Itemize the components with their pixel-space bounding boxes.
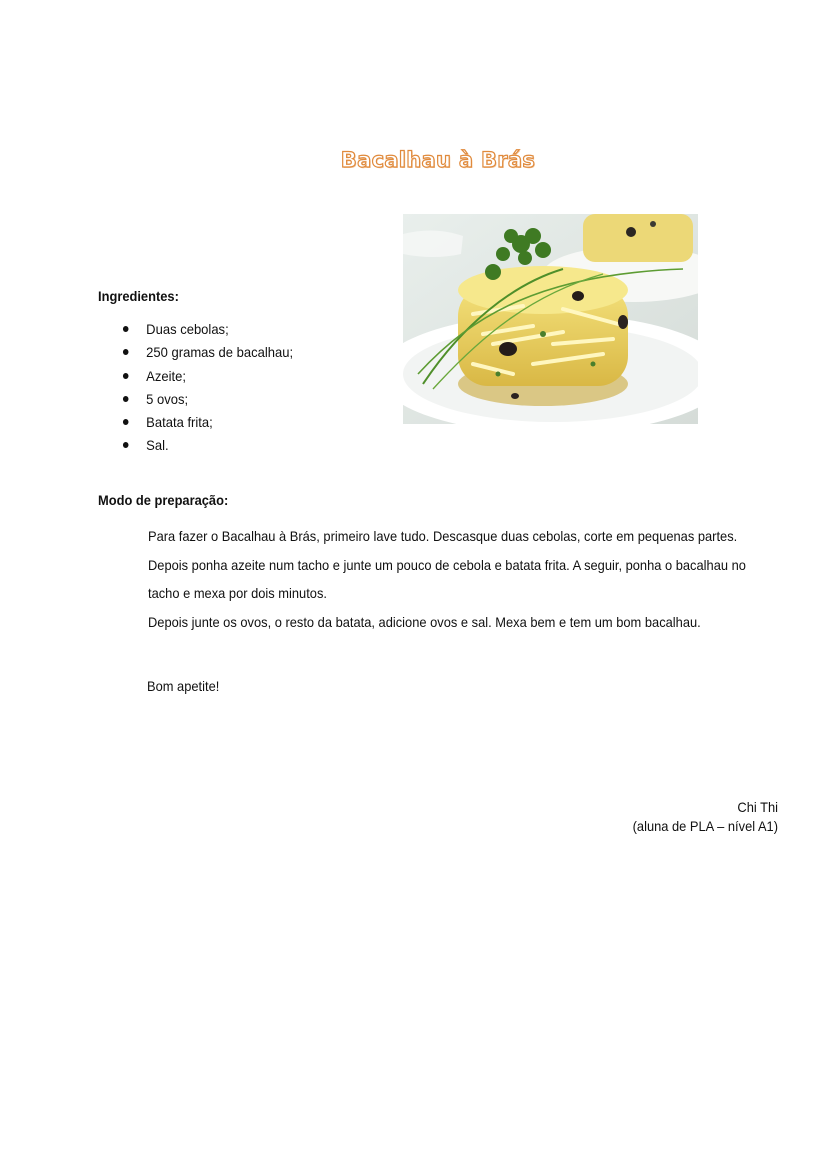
closing-greeting: Bom apetite! — [147, 678, 220, 694]
bullet-icon — [123, 419, 129, 425]
ingredients-heading: Ingredientes: — [98, 288, 179, 304]
bullet-icon — [123, 326, 129, 332]
page-title: Bacalhau à Brás — [340, 148, 536, 172]
bullet-icon — [123, 349, 129, 355]
list-item — [122, 367, 293, 390]
bullet-icon — [123, 373, 129, 379]
preparation-heading: Modo de preparação: — [98, 492, 229, 508]
list-item — [122, 436, 293, 459]
ingredient-text: Batata frita; — [146, 414, 213, 431]
ingredient-text: 250 gramas de bacalhau; — [146, 344, 294, 361]
author-role: (aluna de PLA – nível A1) — [632, 818, 778, 834]
ingredient-text: Azeite; — [146, 367, 186, 384]
author-name: Chi Thi — [737, 799, 778, 815]
ingredient-text: Duas cebolas; — [146, 321, 229, 337]
bullet-icon — [123, 396, 129, 402]
author-signature — [633, 798, 778, 836]
list-item — [122, 320, 293, 343]
ingredient-text: Sal. — [146, 437, 169, 454]
ingredient-text: 5 ovos; — [146, 390, 189, 407]
list-item — [122, 413, 293, 436]
preparation-text — [148, 522, 774, 636]
bullet-icon — [123, 442, 129, 448]
dish-photo — [403, 214, 698, 424]
list-item — [122, 390, 293, 413]
preparation-paragraph: Para fazer o Bacalhau à Brás, primeiro lave tudo. Descasque duas cebolas, corte em pequenas partes. Depois ponha azeite num tacho e junte um pouco de cebola e batata frita. A seguir, ponha o bacalhau no tacho e mexa por dois minutos. — [148, 528, 746, 601]
list-item — [122, 343, 293, 366]
ingredients-list — [122, 320, 306, 460]
preparation-paragraph: Depois junte os ovos, o resto da batata, adicione ovos e sal. Mexa bem e tem um bom bacalhau. — [148, 613, 701, 630]
